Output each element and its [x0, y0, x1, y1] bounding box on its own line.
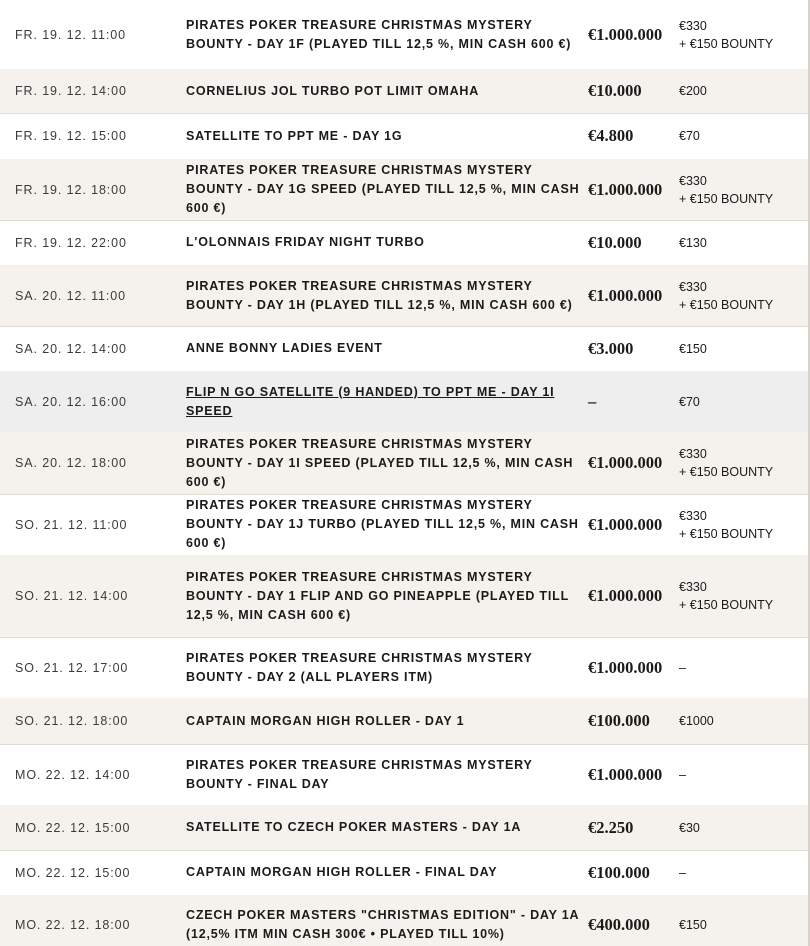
tournament-buyin: €330 + €150 BOUNTY — [679, 508, 774, 541]
tournament-prize: €1.000.000 — [588, 657, 663, 677]
tournament-buyin: €150 — [679, 918, 707, 932]
table-row — [0, 69, 808, 114]
tournament-prize: €10.000 — [588, 232, 642, 252]
table-row — [0, 265, 808, 327]
tournament-date: FR. 19. 12. 18:00 — [15, 182, 127, 197]
tournament-buyin: €200 — [679, 84, 707, 98]
tournament-date: FR. 19. 12. 22:00 — [15, 235, 127, 250]
table-row — [0, 432, 808, 495]
tournament-name: CZECH POKER MASTERS "CHRISTMAS EDITION" - DAY 1A (12,5% ITM MIN CASH 300€ • PLAYED TILL 10%) — [186, 908, 579, 941]
tournament-name: CORNELIUS JOL TURBO POT LIMIT OMAHA — [186, 83, 480, 98]
tournament-prize: €4.800 — [588, 126, 634, 145]
table-row — [0, 494, 808, 556]
table-row — [0, 850, 808, 896]
tournament-date: SO. 21. 12. 11:00 — [15, 517, 128, 532]
table-row — [0, 744, 808, 806]
tournament-buyin: €130 — [679, 235, 707, 250]
table-row — [0, 159, 808, 221]
tournament-prize: €3.000 — [588, 338, 634, 358]
table-row — [0, 0, 808, 70]
tournament-date: FR. 19. 12. 11:00 — [15, 27, 126, 42]
tournament-date: FR. 19. 12. 15:00 — [15, 129, 127, 143]
tournament-date: SA. 20. 12. 14:00 — [15, 341, 127, 356]
tournament-prize: €2.250 — [588, 817, 634, 837]
tournament-date: SA. 20. 12. 18:00 — [15, 456, 127, 470]
tournament-name: PIRATES POKER TREASURE CHRISTMAS MYSTERY BOUNTY - DAY 1G SPEED (PLAYED TILL 12,5 %, MIN CASH 600 €) — [186, 163, 580, 215]
table-row — [0, 698, 808, 745]
tournament-prize: – — [588, 391, 597, 411]
tournament-prize: €1.000.000 — [588, 179, 663, 199]
tournament-prize: €100.000 — [588, 862, 650, 882]
tournament-date: MO. 22. 12. 14:00 — [15, 767, 131, 782]
tournament-date: MO. 22. 12. 18:00 — [15, 918, 131, 932]
tournament-name: ANNE BONNY LADIES EVENT — [186, 341, 383, 355]
table-row — [0, 805, 808, 851]
tournament-name: SATELLITE TO CZECH POKER MASTERS - DAY 1A — [186, 820, 522, 834]
tournament-name: CAPTAIN MORGAN HIGH ROLLER - FINAL DAY — [186, 865, 498, 879]
tournament-prize: €1.000.000 — [588, 586, 663, 605]
tournament-buyin: – — [679, 865, 686, 880]
tournament-name: PIRATES POKER TREASURE CHRISTMAS MYSTERY BOUNTY - FINAL DAY — [186, 757, 533, 791]
tournament-name: CAPTAIN MORGAN HIGH ROLLER - DAY 1 — [186, 713, 465, 728]
tournament-prize: €400.000 — [588, 915, 650, 934]
table-row — [0, 220, 808, 266]
tournament-prize: €1.000.000 — [588, 453, 663, 472]
tournament-name: PIRATES POKER TREASURE CHRISTMAS MYSTERY BOUNTY - DAY 1J TURBO (PLAYED TILL 12,5 %, MIN CASH 600 €) — [186, 498, 579, 550]
tournament-buyin: €330 + €150 BOUNTY — [679, 18, 774, 51]
tournament-prize: €10.000 — [588, 81, 642, 100]
tournament-buyin: – — [679, 767, 686, 782]
tournament-prize: €1.000.000 — [588, 514, 663, 534]
tournament-name: PIRATES POKER TREASURE CHRISTMAS MYSTERY BOUNTY - DAY 1H (PLAYED TILL 12,5 %, MIN CASH 600 €) — [186, 278, 573, 312]
tournament-prize: €100.000 — [588, 711, 650, 730]
table-row — [0, 895, 808, 946]
tournament-date: MO. 22. 12. 15:00 — [15, 820, 131, 835]
table-row — [0, 113, 808, 160]
tournament-buyin: €330 + €150 BOUNTY — [679, 447, 774, 479]
tournament-name: PIRATES POKER TREASURE CHRISTMAS MYSTERY BOUNTY - DAY 2 (ALL PLAYERS ITM) — [186, 650, 533, 684]
tournament-buyin: €330 + €150 BOUNTY — [679, 580, 774, 612]
tournament-name: PIRATES POKER TREASURE CHRISTMAS MYSTERY BOUNTY - DAY 1F (PLAYED TILL 12,5 %, MIN CASH 600 €) — [186, 17, 572, 51]
tournament-name: L'OLONNAIS FRIDAY NIGHT TURBO — [186, 235, 425, 249]
tournament-date: SO. 21. 12. 14:00 — [15, 589, 129, 603]
tournament-buyin: €150 — [679, 341, 707, 356]
table-row — [0, 555, 808, 638]
tournament-buyin: €70 — [679, 129, 700, 143]
tournament-buyin: €30 — [679, 820, 700, 835]
tournament-date: SO. 21. 12. 18:00 — [15, 714, 129, 728]
table-row — [0, 637, 808, 699]
tournament-link[interactable]: FLIP N GO SATELLITE (9 HANDED) TO PPT ME - DAY 1I SPEED — [186, 384, 555, 418]
tournament-name: SATELLITE TO PPT ME - DAY 1G — [186, 128, 403, 143]
tournament-prize: €1.000.000 — [588, 24, 663, 44]
table-row — [0, 326, 808, 372]
tournament-date: MO. 22. 12. 15:00 — [15, 865, 131, 880]
tournament-date: SA. 20. 12. 11:00 — [15, 288, 126, 303]
tournament-date: SA. 20. 12. 16:00 — [15, 394, 127, 409]
tournament-date: SO. 21. 12. 17:00 — [15, 660, 129, 675]
tournament-date: FR. 19. 12. 14:00 — [15, 84, 127, 98]
tournament-buyin: €330 + €150 BOUNTY — [679, 279, 774, 312]
table-row — [0, 371, 808, 433]
tournament-buyin: €330 + €150 BOUNTY — [679, 173, 774, 206]
tournament-buyin: €1000 — [679, 714, 714, 728]
tournament-prize: €1.000.000 — [588, 764, 663, 784]
tournament-buyin: €70 — [679, 394, 700, 409]
tournament-prize: €1.000.000 — [588, 285, 663, 305]
tournament-name: PIRATES POKER TREASURE CHRISTMAS MYSTERY BOUNTY - DAY 1 FLIP AND GO PINEAPPLE (PLAYED TILL 12,5 %, MIN CASH 600 €) — [186, 569, 569, 622]
tournament-buyin: – — [679, 660, 686, 675]
tournament-name: PIRATES POKER TREASURE CHRISTMAS MYSTERY BOUNTY - DAY 1I SPEED (PLAYED TILL 12,5 %, MIN CASH 600 €) — [186, 436, 574, 489]
